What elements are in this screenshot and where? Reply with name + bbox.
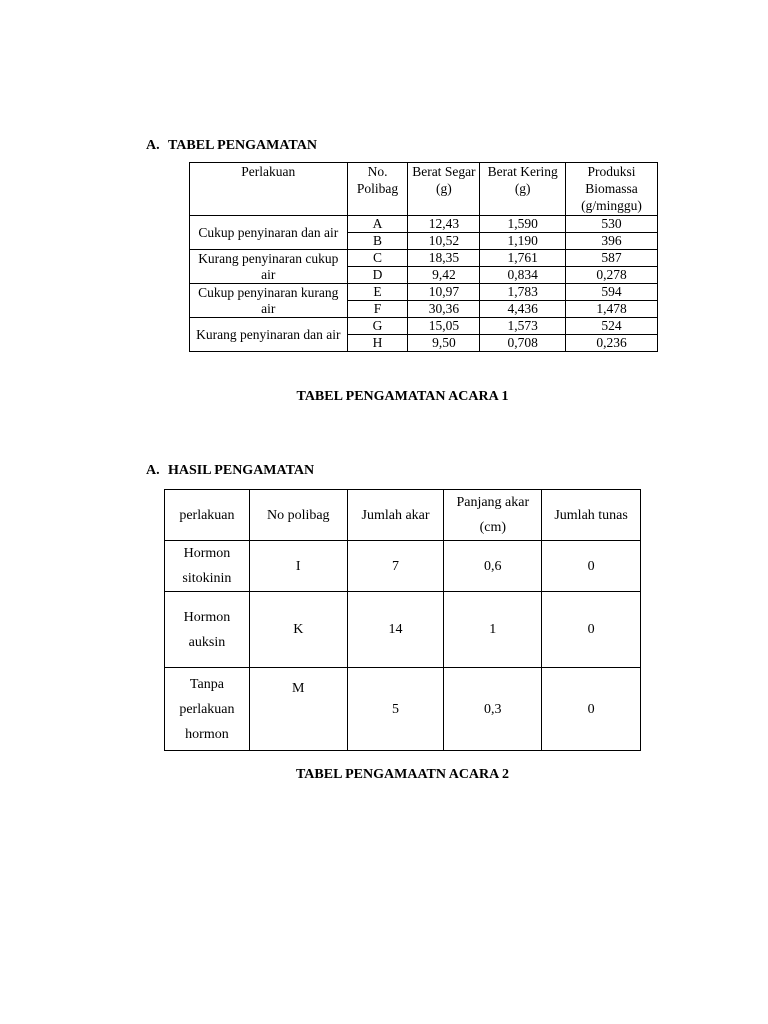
group-label: Kurang penyinaran dan air <box>190 318 348 352</box>
table-row <box>165 541 641 592</box>
table-row <box>190 216 658 233</box>
cell-biomassa: 0,278 <box>566 267 658 284</box>
header-jumlah-akar: Jumlah akar <box>347 490 444 541</box>
header-perlakuan: perlakuan <box>165 490 250 541</box>
cell-polibag: B <box>347 233 408 250</box>
cell-segar: 9,50 <box>408 335 480 352</box>
cell-polibag: D <box>347 267 408 284</box>
cell-biomassa: 530 <box>566 216 658 233</box>
cell-perlakuan: Tanpa perlakuan hormon <box>165 668 250 751</box>
section2-heading <box>146 463 314 479</box>
cell-biomassa: 587 <box>566 250 658 267</box>
cell-polibag: G <box>347 318 408 335</box>
observation-table-2 <box>164 489 641 751</box>
table-header-row <box>190 163 658 216</box>
section2-number: A. <box>146 463 160 478</box>
section1-title: TABEL PENGAMATAN <box>168 138 317 153</box>
header-panjang-akar: Panjang akar (cm) <box>444 490 542 541</box>
cell-polibag: H <box>347 335 408 352</box>
header-berat-segar: Berat Segar (g) <box>408 163 480 216</box>
cell-biomassa: 1,478 <box>566 301 658 318</box>
cell-perlakuan: Hormon auksin <box>165 592 250 668</box>
cell-segar: 30,36 <box>408 301 480 318</box>
cell-segar: 9,42 <box>408 267 480 284</box>
cell-jumlah-akar: 5 <box>347 668 444 751</box>
cell-polibag: C <box>347 250 408 267</box>
cell-kering: 0,834 <box>480 267 566 284</box>
cell-kering: 1,761 <box>480 250 566 267</box>
cell-jumlah-tunas: 0 <box>542 541 641 592</box>
cell-kering: 0,708 <box>480 335 566 352</box>
cell-kering: 1,573 <box>480 318 566 335</box>
cell-segar: 10,52 <box>408 233 480 250</box>
cell-kering: 1,783 <box>480 284 566 301</box>
cell-jumlah-akar: 14 <box>347 592 444 668</box>
cell-biomassa: 524 <box>566 318 658 335</box>
table-row <box>165 668 641 751</box>
cell-segar: 18,35 <box>408 250 480 267</box>
cell-polibag: I <box>249 541 347 592</box>
cell-panjang-akar: 1 <box>444 592 542 668</box>
cell-jumlah-tunas: 0 <box>542 668 641 751</box>
header-no-polibag: No. Polibag <box>347 163 408 216</box>
section1-heading <box>146 138 317 154</box>
cell-panjang-akar: 0,6 <box>444 541 542 592</box>
section1-number: A. <box>146 138 160 153</box>
cell-polibag: F <box>347 301 408 318</box>
cell-polibag: K <box>249 592 347 668</box>
cell-biomassa: 0,236 <box>566 335 658 352</box>
header-perlakuan: Perlakuan <box>190 163 348 216</box>
cell-perlakuan: Hormon sitokinin <box>165 541 250 592</box>
cell-segar: 10,97 <box>408 284 480 301</box>
table-row <box>190 318 658 335</box>
section2-title: HASIL PENGAMATAN <box>168 463 315 478</box>
table-row <box>165 592 641 668</box>
cell-kering: 1,190 <box>480 233 566 250</box>
table-header-row <box>165 490 641 541</box>
header-no-polibag: No polibag <box>249 490 347 541</box>
header-berat-kering: Berat Kering (g) <box>480 163 566 216</box>
table1-caption: TABEL PENGAMATAN ACARA 1 <box>296 389 509 404</box>
table2-caption: TABEL PENGAMAATN ACARA 2 <box>295 767 509 782</box>
group-label: Cukup penyinaran dan air <box>190 216 348 250</box>
header-produksi-biomassa: Produksi Biomassa (g/minggu) <box>566 163 658 216</box>
cell-segar: 15,05 <box>408 318 480 335</box>
cell-polibag: M <box>249 668 347 751</box>
cell-jumlah-tunas: 0 <box>542 592 641 668</box>
cell-segar: 12,43 <box>408 216 480 233</box>
cell-jumlah-akar: 7 <box>347 541 444 592</box>
group-label: Kurang penyinaran cukup air <box>190 250 348 284</box>
table-row <box>190 284 658 301</box>
cell-kering: 4,436 <box>480 301 566 318</box>
table-row <box>190 250 658 267</box>
group-label: Cukup penyinaran kurang air <box>190 284 348 318</box>
cell-polibag: E <box>347 284 408 301</box>
cell-panjang-akar: 0,3 <box>444 668 542 751</box>
cell-polibag: A <box>347 216 408 233</box>
observation-table-1 <box>189 162 658 352</box>
header-jumlah-tunas: Jumlah tunas <box>542 490 641 541</box>
cell-biomassa: 396 <box>566 233 658 250</box>
cell-biomassa: 594 <box>566 284 658 301</box>
cell-kering: 1,590 <box>480 216 566 233</box>
